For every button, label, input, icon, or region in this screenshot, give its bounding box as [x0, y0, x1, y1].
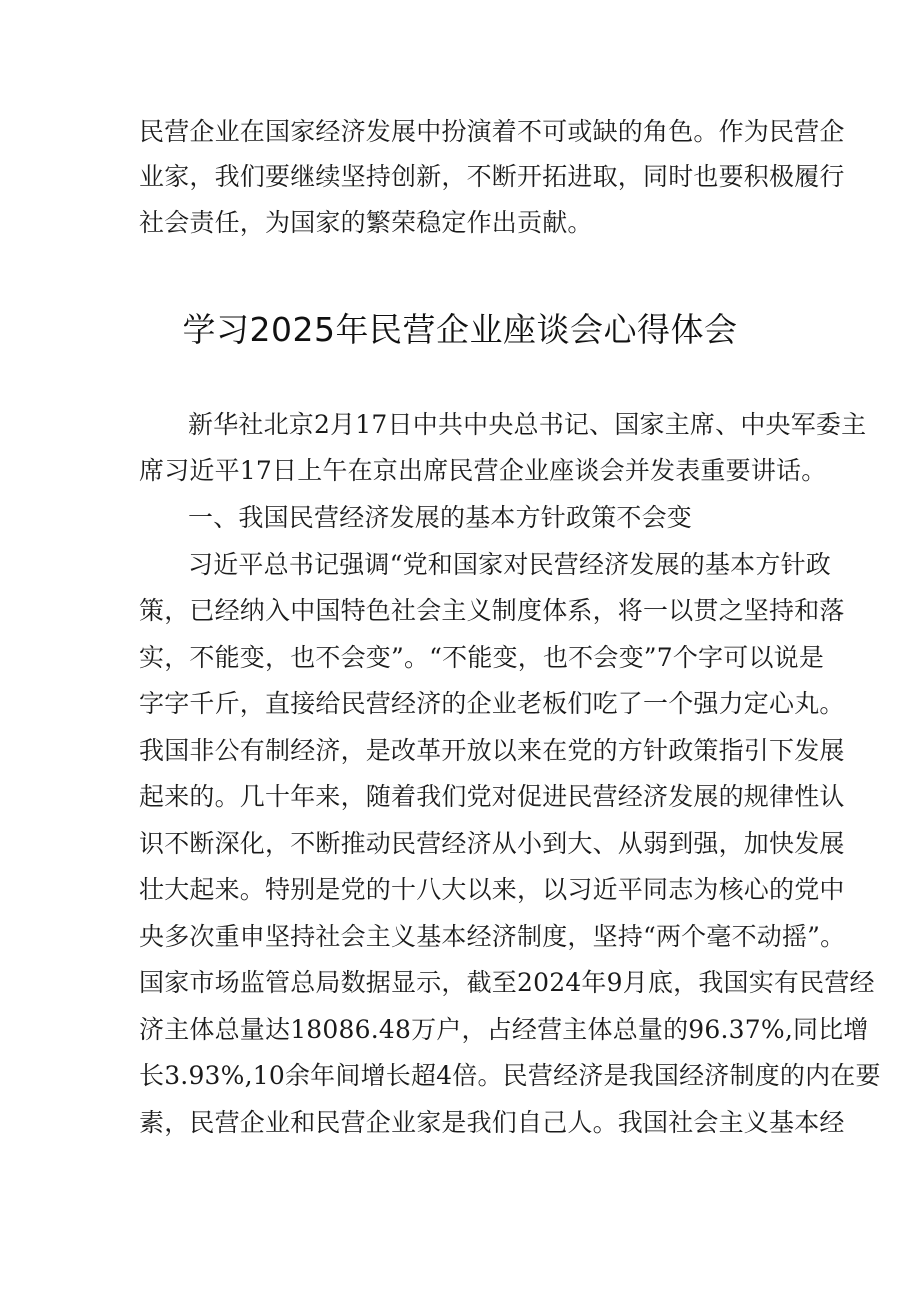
paragraph-1-line-1: 新华社北京2月17日中共中央总书记、国家主席、中央军委主	[188, 410, 867, 439]
paragraph-2-line-5: 我国非公有制经济，是改革开放以来在党的方针政策指引下发展	[139, 736, 845, 765]
paragraph-2-line-13: 素，民营企业和民营企业家是我们自己人。我国社会主义基本经	[139, 1108, 845, 1137]
paragraph-2-line-6: 起来的。几十年来，随着我们党对促进民营经济发展的规律性认	[139, 782, 845, 811]
paragraph-2-line-10: 国家市场监管总局数据显示，截至2024年9月底，我国实有民营经	[139, 968, 875, 997]
paragraph-2-line-3: 实，不能变，也不会变”。“不能变，也不会变”7个字可以说是	[139, 643, 825, 672]
paragraph-2-line-2: 策，已经纳入中国特色社会主义制度体系，将一以贯之坚持和落	[139, 596, 845, 625]
paragraph-2-line-12: 长3.93%,10余年间增长超4倍。民营经济是我国经济制度的内在要	[139, 1061, 881, 1090]
paragraph-2-line-8: 壮大起来。特别是党的十八大以来，以习近平同志为核心的党中	[139, 875, 845, 904]
intro-line-1: 民营企业在国家经济发展中扮演着不可或缺的角色。作为民营企	[139, 117, 845, 146]
intro-line-3: 社会责任，为国家的繁荣稳定作出贡献。	[139, 208, 593, 237]
section-heading-1: 一、我国民营经济发展的基本方针政策不会变	[188, 503, 693, 532]
intro-line-2: 业家，我们要继续坚持创新，不断开拓进取，同时也要积极履行	[139, 162, 845, 191]
paragraph-2-line-1: 习近平总书记强调“党和国家对民营经济发展的基本方针政	[188, 550, 831, 579]
article-title: 学习2025年民营企业座谈会心得体会	[182, 310, 738, 349]
paragraph-2-line-9: 央多次重申坚持社会主义基本经济制度，坚持“两个毫不动摇”。	[139, 922, 846, 951]
paragraph-2-line-7: 识不断深化，不断推动民营经济从小到大、从弱到强，加快发展	[139, 829, 845, 858]
paragraph-2-line-4: 字字千斤，直接给民营经济的企业老板们吃了一个强力定心丸。	[139, 689, 845, 718]
paragraph-2-line-11: 济主体总量达18086.48万户，占经营主体总量的96.37%,同比增	[139, 1015, 869, 1044]
paragraph-1-line-2: 席习近平17日上午在京出席民营企业座谈会并发表重要讲话。	[139, 456, 827, 485]
